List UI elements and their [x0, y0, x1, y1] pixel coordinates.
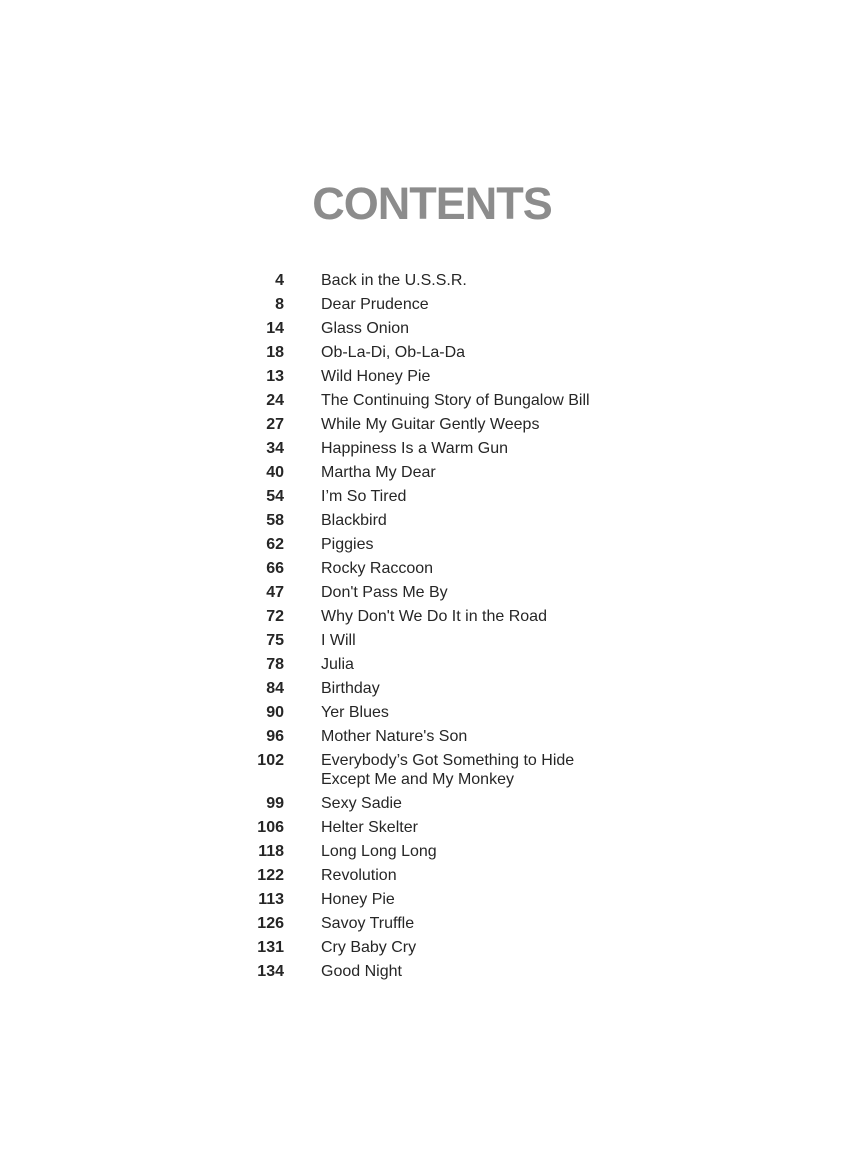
toc-entry — [0, 294, 864, 318]
toc-page-number: 118 — [258, 843, 284, 860]
toc-page-number: 14 — [266, 320, 284, 337]
toc-page-number: 54 — [266, 488, 284, 505]
toc-page-number: 62 — [266, 536, 284, 553]
toc-entry — [0, 582, 864, 606]
toc-song-title: Dear Prudence — [321, 296, 429, 313]
toc-entry — [0, 913, 864, 937]
toc-song-title: Don't Pass Me By — [321, 584, 448, 601]
toc-entry — [0, 793, 864, 817]
toc-entry — [0, 726, 864, 750]
toc-page-number: 13 — [266, 368, 284, 385]
toc-page-number: 131 — [257, 939, 284, 956]
toc-song-title: Mother Nature's Son — [321, 728, 468, 745]
toc-song-title: Rocky Raccoon — [321, 560, 434, 577]
toc-song-title: Piggies — [321, 536, 374, 553]
toc-song-title: Julia — [321, 656, 354, 673]
toc-song-title: Sexy Sadie — [321, 795, 402, 812]
toc-song-title: I Will — [321, 632, 356, 649]
toc-song-title-line-1: Everybody’s Got Something to Hide — [321, 752, 575, 769]
toc-entry — [0, 390, 864, 414]
toc-song-title: Birthday — [321, 680, 380, 697]
toc-song-title: Revolution — [321, 867, 397, 884]
toc-song-title: Long Long Long — [321, 843, 437, 860]
toc-page-number: 78 — [266, 656, 284, 673]
toc-song-title: Wild Honey Pie — [321, 368, 431, 385]
toc-entry — [0, 865, 864, 889]
toc-page-number: 134 — [257, 963, 284, 980]
toc-entry — [0, 702, 864, 726]
toc-page-number: 34 — [266, 440, 284, 457]
toc-song-title-line-2: Except Me and My Monkey — [321, 771, 514, 788]
toc-entry — [0, 606, 864, 630]
toc-page-number: 102 — [257, 752, 284, 769]
toc-page-number: 24 — [266, 392, 284, 409]
toc-entry — [0, 817, 864, 841]
toc-entry — [0, 534, 864, 558]
toc-song-title: While My Guitar Gently Weeps — [321, 416, 540, 433]
page-title: CONTENTS — [312, 178, 552, 229]
toc-song-title: Yer Blues — [321, 704, 389, 721]
toc-entry — [0, 841, 864, 865]
toc-song-title: Glass Onion — [321, 320, 410, 337]
toc-entry — [0, 654, 864, 678]
toc-entry — [0, 414, 864, 438]
toc-song-title: The Continuing Story of Bungalow Bill — [321, 392, 590, 409]
toc-song-title: Martha My Dear — [321, 464, 436, 481]
toc-page-number: 96 — [266, 728, 284, 745]
toc-page-number: 27 — [266, 416, 284, 433]
toc-entry — [0, 630, 864, 654]
toc-page-number: 4 — [275, 272, 284, 289]
toc-entry — [0, 937, 864, 961]
toc-entry — [0, 366, 864, 390]
toc-page-number: 99 — [266, 795, 284, 812]
toc-entry — [0, 678, 864, 702]
toc-page-number: 84 — [266, 680, 284, 697]
toc-page-number: 8 — [275, 296, 284, 313]
toc-song-title: Helter Skelter — [321, 819, 418, 836]
toc-page-number: 66 — [266, 560, 284, 577]
toc-song-title: Savoy Truffle — [321, 915, 415, 932]
toc-entry — [0, 486, 864, 510]
toc-page-number: 106 — [257, 819, 284, 836]
toc-entry — [0, 462, 864, 486]
toc-page-number: 72 — [266, 608, 284, 625]
table-of-contents — [0, 270, 864, 985]
toc-entry — [0, 438, 864, 462]
toc-entry — [0, 342, 864, 366]
toc-entry — [0, 558, 864, 582]
toc-page-number: 18 — [266, 344, 284, 361]
toc-entry — [0, 270, 864, 294]
toc-song-title: Blackbird — [321, 512, 387, 529]
toc-entry — [0, 750, 864, 793]
toc-song-title: Good Night — [321, 963, 402, 980]
toc-song-title: Happiness Is a Warm Gun — [321, 440, 509, 457]
toc-song-title: I’m So Tired — [321, 488, 407, 505]
toc-page-number: 58 — [266, 512, 284, 529]
toc-entry — [0, 961, 864, 985]
toc-song-title — [321, 750, 741, 789]
toc-song-title: Cry Baby Cry — [321, 939, 417, 956]
toc-page-number: 122 — [257, 867, 284, 884]
toc-page-number: 40 — [266, 464, 284, 481]
toc-entry — [0, 318, 864, 342]
toc-page-number: 90 — [266, 704, 284, 721]
toc-song-title: Why Don't We Do It in the Road — [321, 608, 547, 625]
toc-page-number: 126 — [257, 915, 284, 932]
toc-page-number: 75 — [266, 632, 284, 649]
toc-song-title: Back in the U.S.S.R. — [321, 272, 467, 289]
toc-entry — [0, 889, 864, 913]
toc-song-title: Honey Pie — [321, 891, 395, 908]
toc-page-number: 47 — [266, 584, 284, 601]
toc-entry — [0, 510, 864, 534]
toc-song-title: Ob-La-Di, Ob-La-Da — [321, 344, 466, 361]
toc-page-number: 113 — [258, 891, 284, 908]
